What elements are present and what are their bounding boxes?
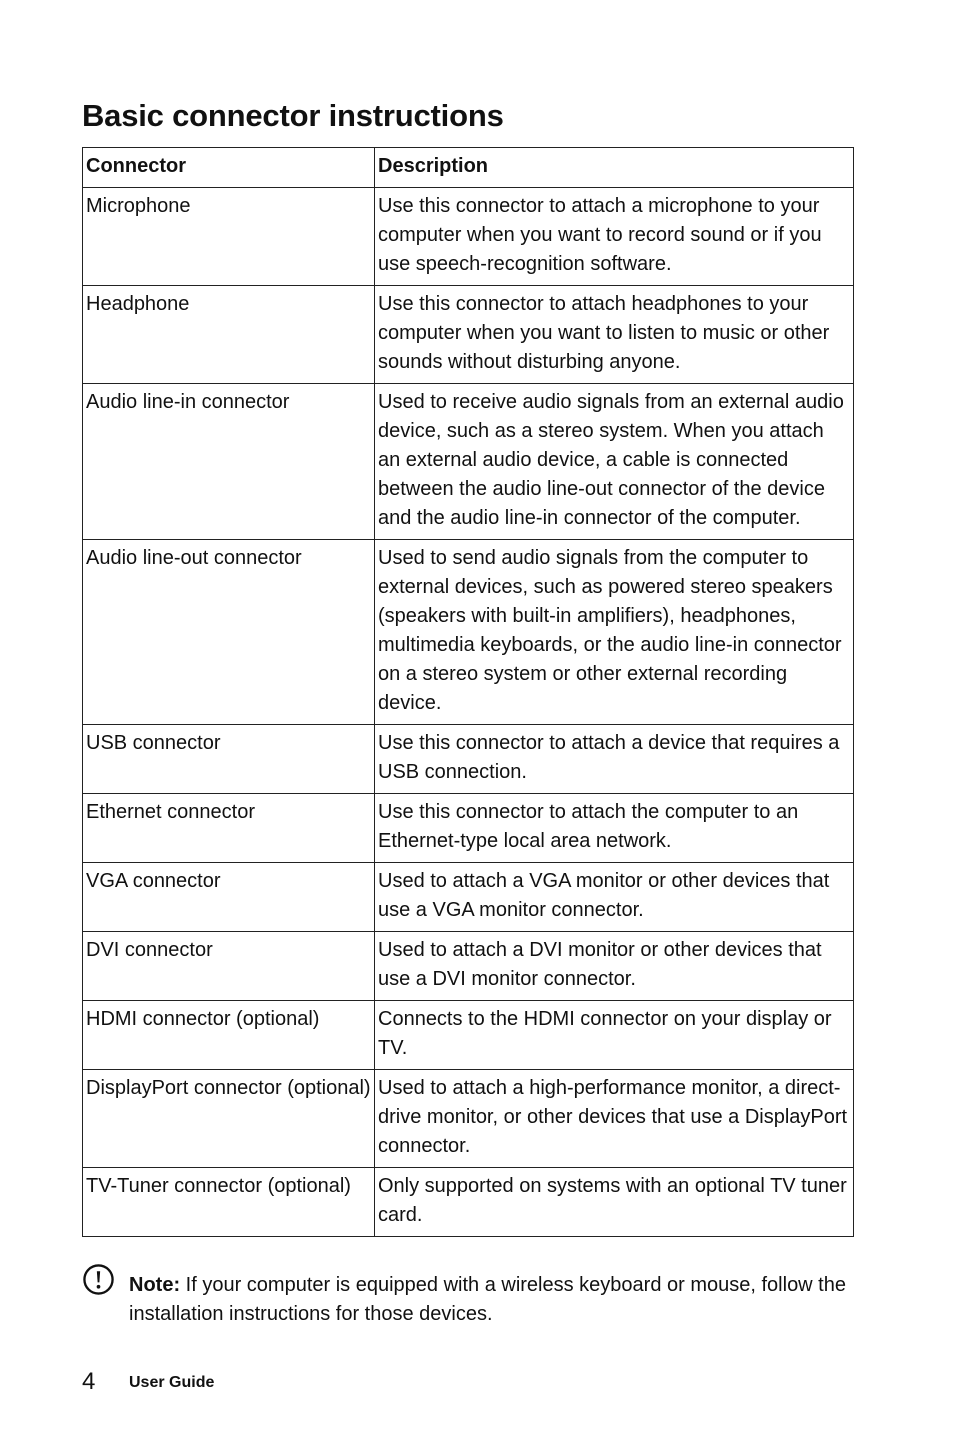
table-row [83, 725, 854, 794]
connector-cell: HDMI connector (optional) [83, 1001, 375, 1070]
page-number: 4 [82, 1368, 96, 1395]
connector-cell: Headphone [83, 286, 375, 384]
connector-cell: Microphone [83, 188, 375, 286]
connector-cell: Audio line-out connector [83, 540, 375, 725]
description-cell: Used to send audio signals from the computer to external devices, such as powered stereo speakers (speakers with built-in amplifiers), headphones, multimedia keyboards, or the audio line-in connector on a stereo system or other external recording device. [375, 540, 854, 725]
description-cell: Used to attach a DVI monitor or other devices that use a DVI monitor connector. [375, 932, 854, 1001]
table-row [83, 540, 854, 725]
table-row [83, 794, 854, 863]
table-header-row [83, 148, 854, 188]
description-cell: Used to attach a high-performance monitor, a direct-drive monitor, or other devices that use a DisplayPort connector. [375, 1070, 854, 1168]
description-cell: Use this connector to attach a device that requires a USB connection. [375, 725, 854, 794]
description-cell: Use this connector to attach the computer to an Ethernet-type local area network. [375, 794, 854, 863]
table-row [83, 188, 854, 286]
note-text [129, 1271, 849, 1329]
attention-icon [82, 1263, 115, 1296]
description-cell: Used to receive audio signals from an external audio device, such as a stereo system. When you attach an external audio device, a cable is connected between the audio line-out connector of the device and the audio line-in connector of the computer. [375, 384, 854, 540]
table-row [83, 1168, 854, 1237]
connector-cell: DVI connector [83, 932, 375, 1001]
table-row [83, 384, 854, 540]
description-cell: Only supported on systems with an optional TV tuner card. [375, 1168, 854, 1237]
description-cell: Used to attach a VGA monitor or other devices that use a VGA monitor connector. [375, 863, 854, 932]
connector-cell: DisplayPort connector (optional) [83, 1070, 375, 1168]
description-cell: Use this connector to attach a microphone to your computer when you want to record sound or if you use speech-recognition software. [375, 188, 854, 286]
column-header-connector: Connector [83, 148, 375, 188]
table-row [83, 932, 854, 1001]
connector-cell: TV-Tuner connector (optional) [83, 1168, 375, 1237]
note-label: Note: [129, 1274, 181, 1296]
description-cell: Connects to the HDMI connector on your display or TV. [375, 1001, 854, 1070]
connector-cell: USB connector [83, 725, 375, 794]
note-body: If your computer is equipped with a wireless keyboard or mouse, follow the installation instructions for those devices. [129, 1274, 846, 1325]
connector-cell: Ethernet connector [83, 794, 375, 863]
table-row [83, 1070, 854, 1168]
table-row [83, 1001, 854, 1070]
connector-cell: VGA connector [83, 863, 375, 932]
page-title: Basic connector instructions [82, 98, 504, 133]
table-row [83, 863, 854, 932]
description-cell: Use this connector to attach headphones to your computer when you want to listen to music or other sounds without disturbing anyone. [375, 286, 854, 384]
document-name: User Guide [129, 1374, 215, 1391]
connector-table [82, 147, 854, 1237]
connector-cell: Audio line-in connector [83, 384, 375, 540]
table-row [83, 286, 854, 384]
column-header-description: Description [375, 148, 854, 188]
